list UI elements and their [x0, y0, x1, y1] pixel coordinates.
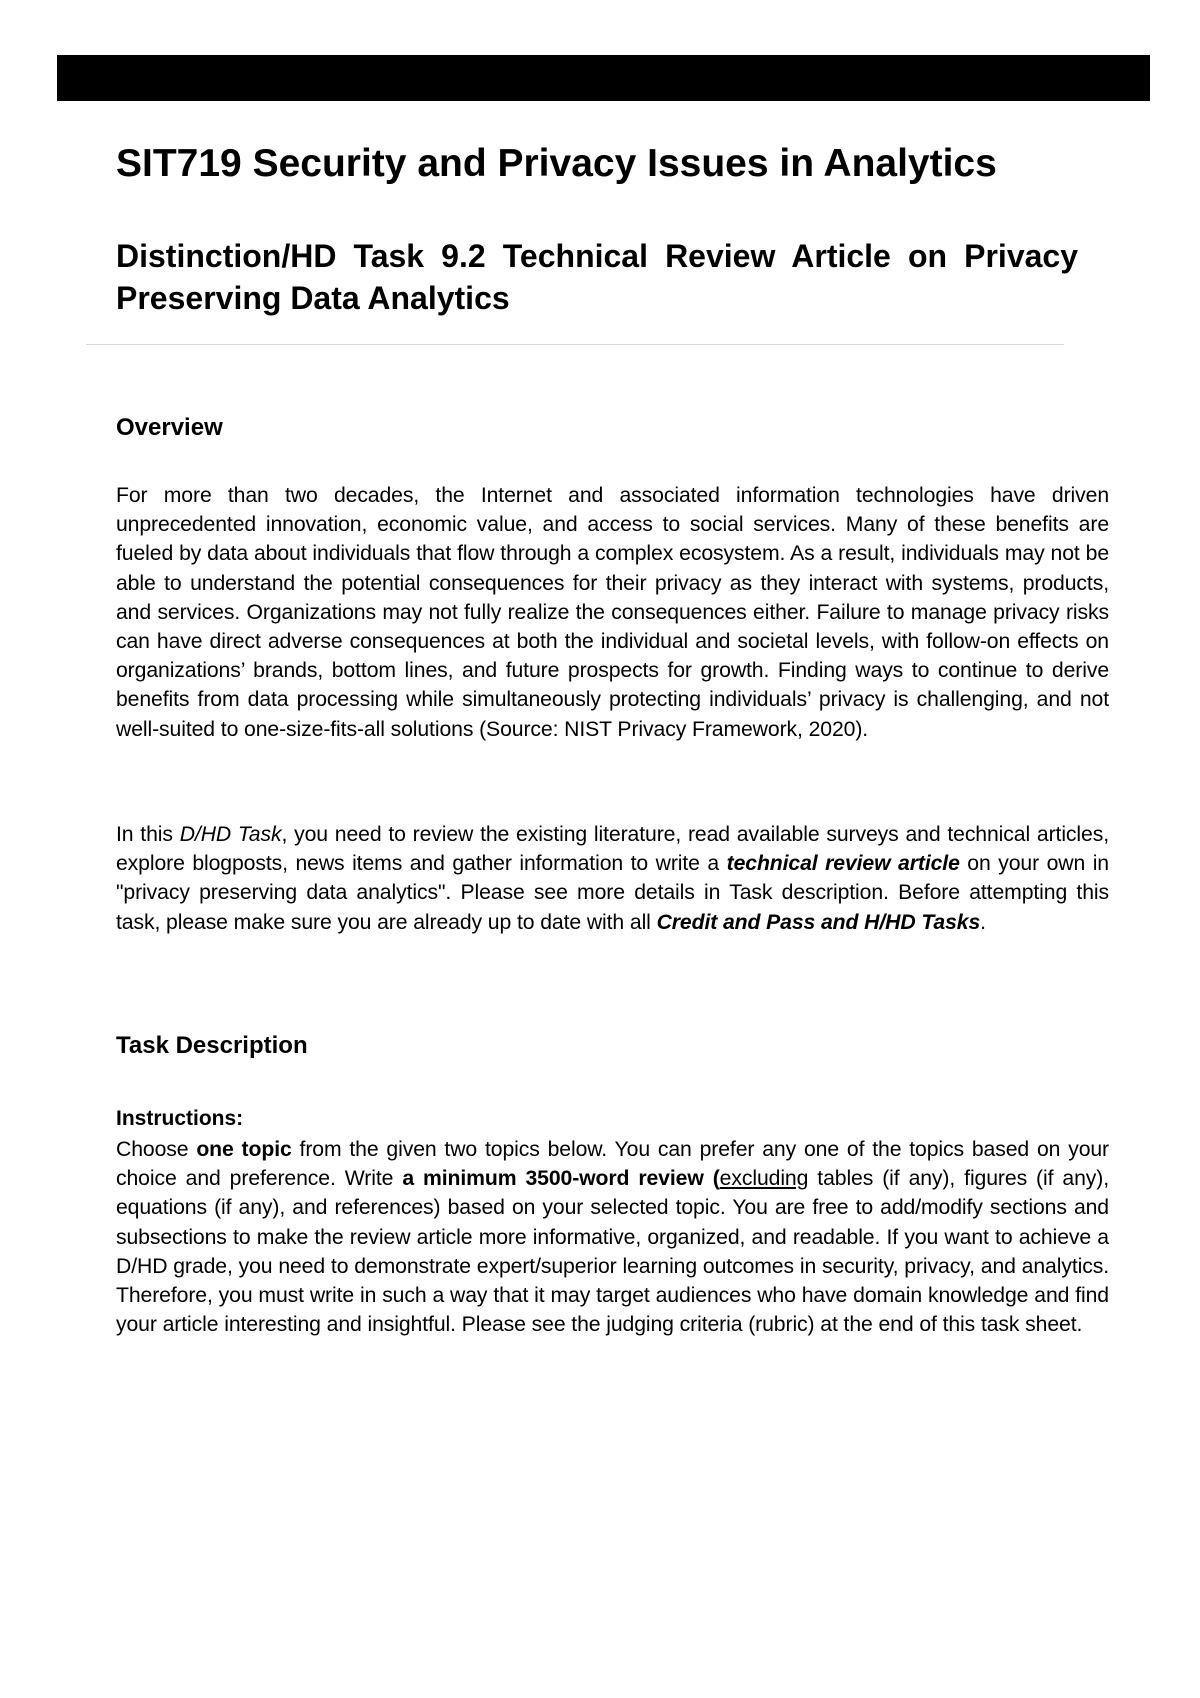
p2-text-4: . — [980, 910, 986, 934]
overview-paragraph-1: For more than two decades, the Internet and associated information technologies have driven unprecedented innovation, economic value, and access to social services. Many of these benefits are fueled by data about individuals that flow through a complex ecosystem. As a result, individuals may not be able to understand the potential consequences for their privacy as they interact with systems, products, and services. Organizations may not fully realize the consequences either. Failure to manage privacy risks can have direct adverse consequences at both the individual and societal levels, with follow-on effects on organizations’ brands, bottom lines, and future prospects for growth. Finding ways to continue to derive benefits from data processing while simultaneously protecting individuals’ privacy is challenging, and not well-suited to one-size-fits-all solutions (Source: NIST Privacy Framework, 2020). — [116, 484, 1109, 741]
instr-text-3: tables (if any), figures (if any), equations (if any), and references) based on your selected topic. You are free to add/modify sections and subsections to make the review article more informative, organized, and readable. If you want to achieve a D/HD grade, you need to demonstrate expert/superior learning outcomes in security, privacy, and analytics. Therefore, you must write in such a way that it may target audiences who have domain knowledge and find your article interesting and insightful. Please see the judging criteria (rubric) at the end of this task sheet. — [116, 1167, 1109, 1337]
instr-word-minimum: a minimum 3500-word review ( — [402, 1167, 720, 1191]
p2-text-2: , you need to review the existing literature, read available surveys and technical articles, explore blogposts, news items and gather information to write a — [116, 823, 1109, 876]
p2-credit-pass-tasks: Credit and Pass and H/HD Tasks — [656, 910, 981, 934]
instr-text-1: Choose — [116, 1138, 197, 1161]
p2-dhd-task: D/HD Task — [179, 823, 282, 846]
task-title: Distinction/HD Task 9.2 Technical Review Article on Privacy Preserving Data Analytics — [116, 238, 1078, 316]
instr-excluding: excluding — [719, 1167, 809, 1191]
instr-one-topic: one topic — [196, 1138, 292, 1161]
p2-text-1: In this — [116, 823, 180, 846]
p2-text-3: on your own in "privacy preserving data analytics". Please see more details in Task description. Before attempting this task, please make sure you are already up to date with all — [116, 852, 1109, 934]
overview-paragraph-2 — [116, 820, 1109, 937]
course-title: SIT719 Security and Privacy Issues in Analytics — [116, 142, 997, 185]
instructions-paragraph — [116, 1135, 1109, 1339]
instr-text-2: from the given two topics below. You can prefer any one of the topics based on your choice and preference. Write — [116, 1138, 1110, 1191]
title-divider — [86, 344, 1064, 345]
overview-heading: Overview — [116, 414, 223, 441]
header-bar — [57, 55, 1150, 101]
task-description-heading: Task Description — [116, 1032, 308, 1059]
p2-technical-review-article: technical review article — [726, 852, 960, 876]
instructions-label: Instructions: — [116, 1107, 244, 1130]
